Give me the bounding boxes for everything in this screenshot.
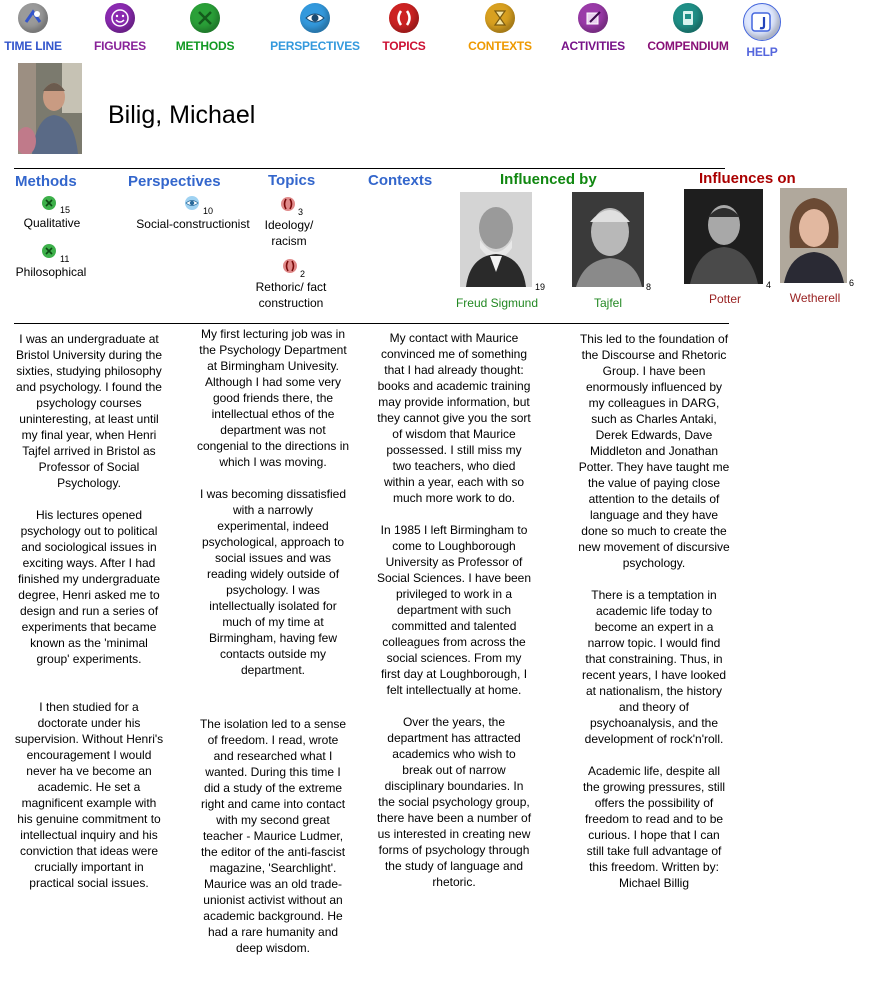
contexts-heading: Contexts: [368, 172, 433, 189]
nav-methods-label: METHODS: [175, 39, 235, 53]
portrait-potter[interactable]: [684, 189, 763, 284]
pen-icon: [578, 3, 608, 33]
timeline-icon: [18, 3, 48, 33]
bio-column-4: [578, 331, 730, 907]
bio-paragraph: I was becoming dissatisfied with a narrowly experimental, indeed psychological, approach to social issues and was reading widely outside of psychology. I was intellectually isolated for much of my time at Birmingham, having few contacts outside my department.: [199, 487, 347, 677]
nav-activities[interactable]: [559, 3, 627, 53]
bio-paragraph: His lectures opened psychology out to political and sociological issues in exciting ways. After I had finished my undergraduate degree, Henri asked me to design and run a series of experiments that became known as the 'minimal group' experiments.: [17, 508, 161, 666]
smiley-icon: [105, 3, 135, 33]
bio-paragraph: Over the years, the department has attracted academics who wish to break out of narrow disciplinary boundaries. In the social psychology group, there have been a number of us interested in creating new forms of psychology through the study of language and rhetoric.: [376, 715, 532, 889]
topic-label[interactable]: [250, 279, 332, 311]
topic-count: 3: [298, 207, 304, 217]
cross-icon: [42, 244, 56, 258]
person-name: Bilig, Michael: [108, 101, 256, 129]
influence-name[interactable]: Tajfel: [593, 296, 622, 310]
nav-perspectives-label: PERSPECTIVES: [270, 39, 360, 53]
nav-perspectives[interactable]: [269, 3, 361, 53]
bio-paragraph: The isolation led to a sense of freedom. I read, wrote and researched what I wanted. During this time I did a study of the extreme right and came into contact with my second great teacher - Maurice Ludmer, the editor of the anti-fascist magazine, 'Searchlight'. Maurice was an old trade-unionist activist without an academic background. He had a rare humanity and deep wisdom.: [199, 717, 347, 955]
bio-paragraph: My contact with Maurice convinced me of something that I had already thought: books and academic training may provide information, but they cannot give you the sort of wisdom that Maurice possessed. I still miss my two teachers, who died within a year, each with so much more work to do.: [377, 331, 531, 505]
method-label[interactable]: Philosophical: [15, 265, 87, 279]
topic-label-line: Rethoric/ fact: [255, 280, 327, 294]
nav-topics-label: TOPICS: [382, 39, 426, 53]
hourglass-icon: [485, 3, 515, 33]
influenced-by-heading: Influenced by: [500, 171, 597, 188]
cross-icon: [190, 3, 220, 33]
influence-name[interactable]: Wetherell: [789, 291, 841, 305]
nav-figures-label: FIGURES: [94, 39, 146, 53]
topic-icon-wrap[interactable]: [281, 195, 295, 213]
nav-topics[interactable]: [378, 3, 430, 53]
method-count: 15: [60, 205, 71, 215]
influence-count: 6: [849, 278, 855, 288]
topic-label-line: Ideology/: [264, 218, 314, 232]
method-label[interactable]: Qualitative: [23, 216, 81, 230]
method-count: 11: [60, 254, 70, 264]
eye-icon: [185, 196, 199, 210]
nav-contexts-label: CONTEXTS: [468, 39, 532, 53]
nav-methods[interactable]: [172, 3, 238, 53]
nav-timeline-label: TIME LINE: [4, 39, 62, 53]
topic-icon-wrap[interactable]: [283, 257, 297, 275]
bio-column-2: [196, 326, 350, 972]
nav-help[interactable]: [739, 3, 785, 59]
influence-count: 4: [766, 280, 772, 290]
section-divider: [14, 323, 729, 324]
methods-heading: Methods: [15, 173, 77, 190]
influences-on-heading: Influences on: [699, 170, 796, 187]
brackets-icon: [281, 197, 295, 211]
nav-figures[interactable]: [92, 3, 148, 53]
brackets-icon: [389, 3, 419, 33]
bio-paragraph: Academic life, despite all the growing pressures, still offers the possibility of freedom to read and to be curious. I hope that I can still take full advantage of this freedom. Written by: Michael Billig: [582, 764, 726, 890]
bio-column-1: [14, 331, 164, 907]
bio-column-3: [376, 330, 532, 906]
bio-paragraph: I then studied for a doctorate under his supervision. Without Henri's encouragement I would never ha ve become an academic. He set a magnificent example with his genuine commitment to intellectual inquiry and his conviction that ideas were crucially important in practical social issues.: [14, 700, 164, 890]
nav-compendium-label: COMPENDIUM: [647, 39, 729, 53]
influence-count: 19: [535, 282, 546, 292]
eye-icon: [300, 3, 330, 33]
method-philosophical-icon-wrap[interactable]: [42, 242, 56, 260]
nav-help-label: HELP: [746, 45, 778, 59]
bio-paragraph: My first lecturing job was in the Psychology Department at Birmingham Univesity. Although I had some very good friends there, the intellectual ethos of the department was not congenial to the directions in which I was moving.: [196, 327, 350, 469]
topic-label-line: construction: [258, 296, 324, 310]
influence-name[interactable]: Potter: [708, 292, 741, 306]
person-photo: [18, 63, 82, 154]
method-qualitative-icon-wrap[interactable]: [42, 194, 56, 212]
nav-timeline[interactable]: [2, 3, 64, 53]
bio-paragraph: There is a temptation in academic life today to become an expert in a narrow topic. I would find that constraining. Thus, in recent years, I have looked at nationalism, the history and theory of psychoanalysis, and the development of rock'n'roll.: [581, 588, 727, 746]
nav-activities-label: ACTIVITIES: [560, 39, 625, 53]
header-divider: [14, 168, 725, 169]
influence-count: 8: [646, 282, 652, 292]
portrait-freud[interactable]: [460, 192, 532, 287]
perspectives-heading: Perspectives: [128, 173, 221, 190]
cross-icon: [42, 196, 56, 210]
topics-heading: Topics: [268, 172, 316, 189]
bio-paragraph: This led to the foundation of the Discourse and Rhetoric Group. I have been enormously influenced by my colleagues in DARG, such as Charles Antaki, Derek Edwards, Dave Middleton and Jonathan Potter. They have taught me the value of paying close attention to the details of language and they have done so much to create the new movement of discursive psychology.: [578, 332, 730, 570]
influence-name[interactable]: Freud Sigmund: [455, 296, 539, 310]
topic-label[interactable]: [253, 217, 325, 249]
brackets-icon: [283, 259, 297, 273]
help-icon: [743, 3, 781, 41]
portrait-wetherell[interactable]: [780, 188, 847, 283]
perspective-icon-wrap[interactable]: [185, 194, 199, 212]
topic-label-line: racism: [271, 234, 307, 248]
nav-compendium[interactable]: [645, 3, 731, 53]
book-icon: [673, 3, 703, 33]
nav-contexts[interactable]: [466, 3, 534, 53]
bio-paragraph: I was an undergraduate at Bristol University during the sixties, studying philosophy and psychology. I found the psychology courses uninteresting, at least until my final year, when Henri Tajfel arrived in Bristol as Professor of Social Psychology.: [15, 332, 163, 490]
portrait-tajfel[interactable]: [572, 192, 644, 287]
perspective-label[interactable]: Social-constructionist: [136, 217, 250, 231]
topic-count: 2: [300, 269, 306, 279]
perspective-count: 10: [203, 206, 214, 216]
bio-paragraph: In 1985 I left Birmingham to come to Loughborough University as Professor of Social Sciences. I have been privileged to work in a department with such committed and talented colleagues from across the social sciences. From my first day at Loughborough, I felt intellectually at home.: [376, 523, 532, 697]
